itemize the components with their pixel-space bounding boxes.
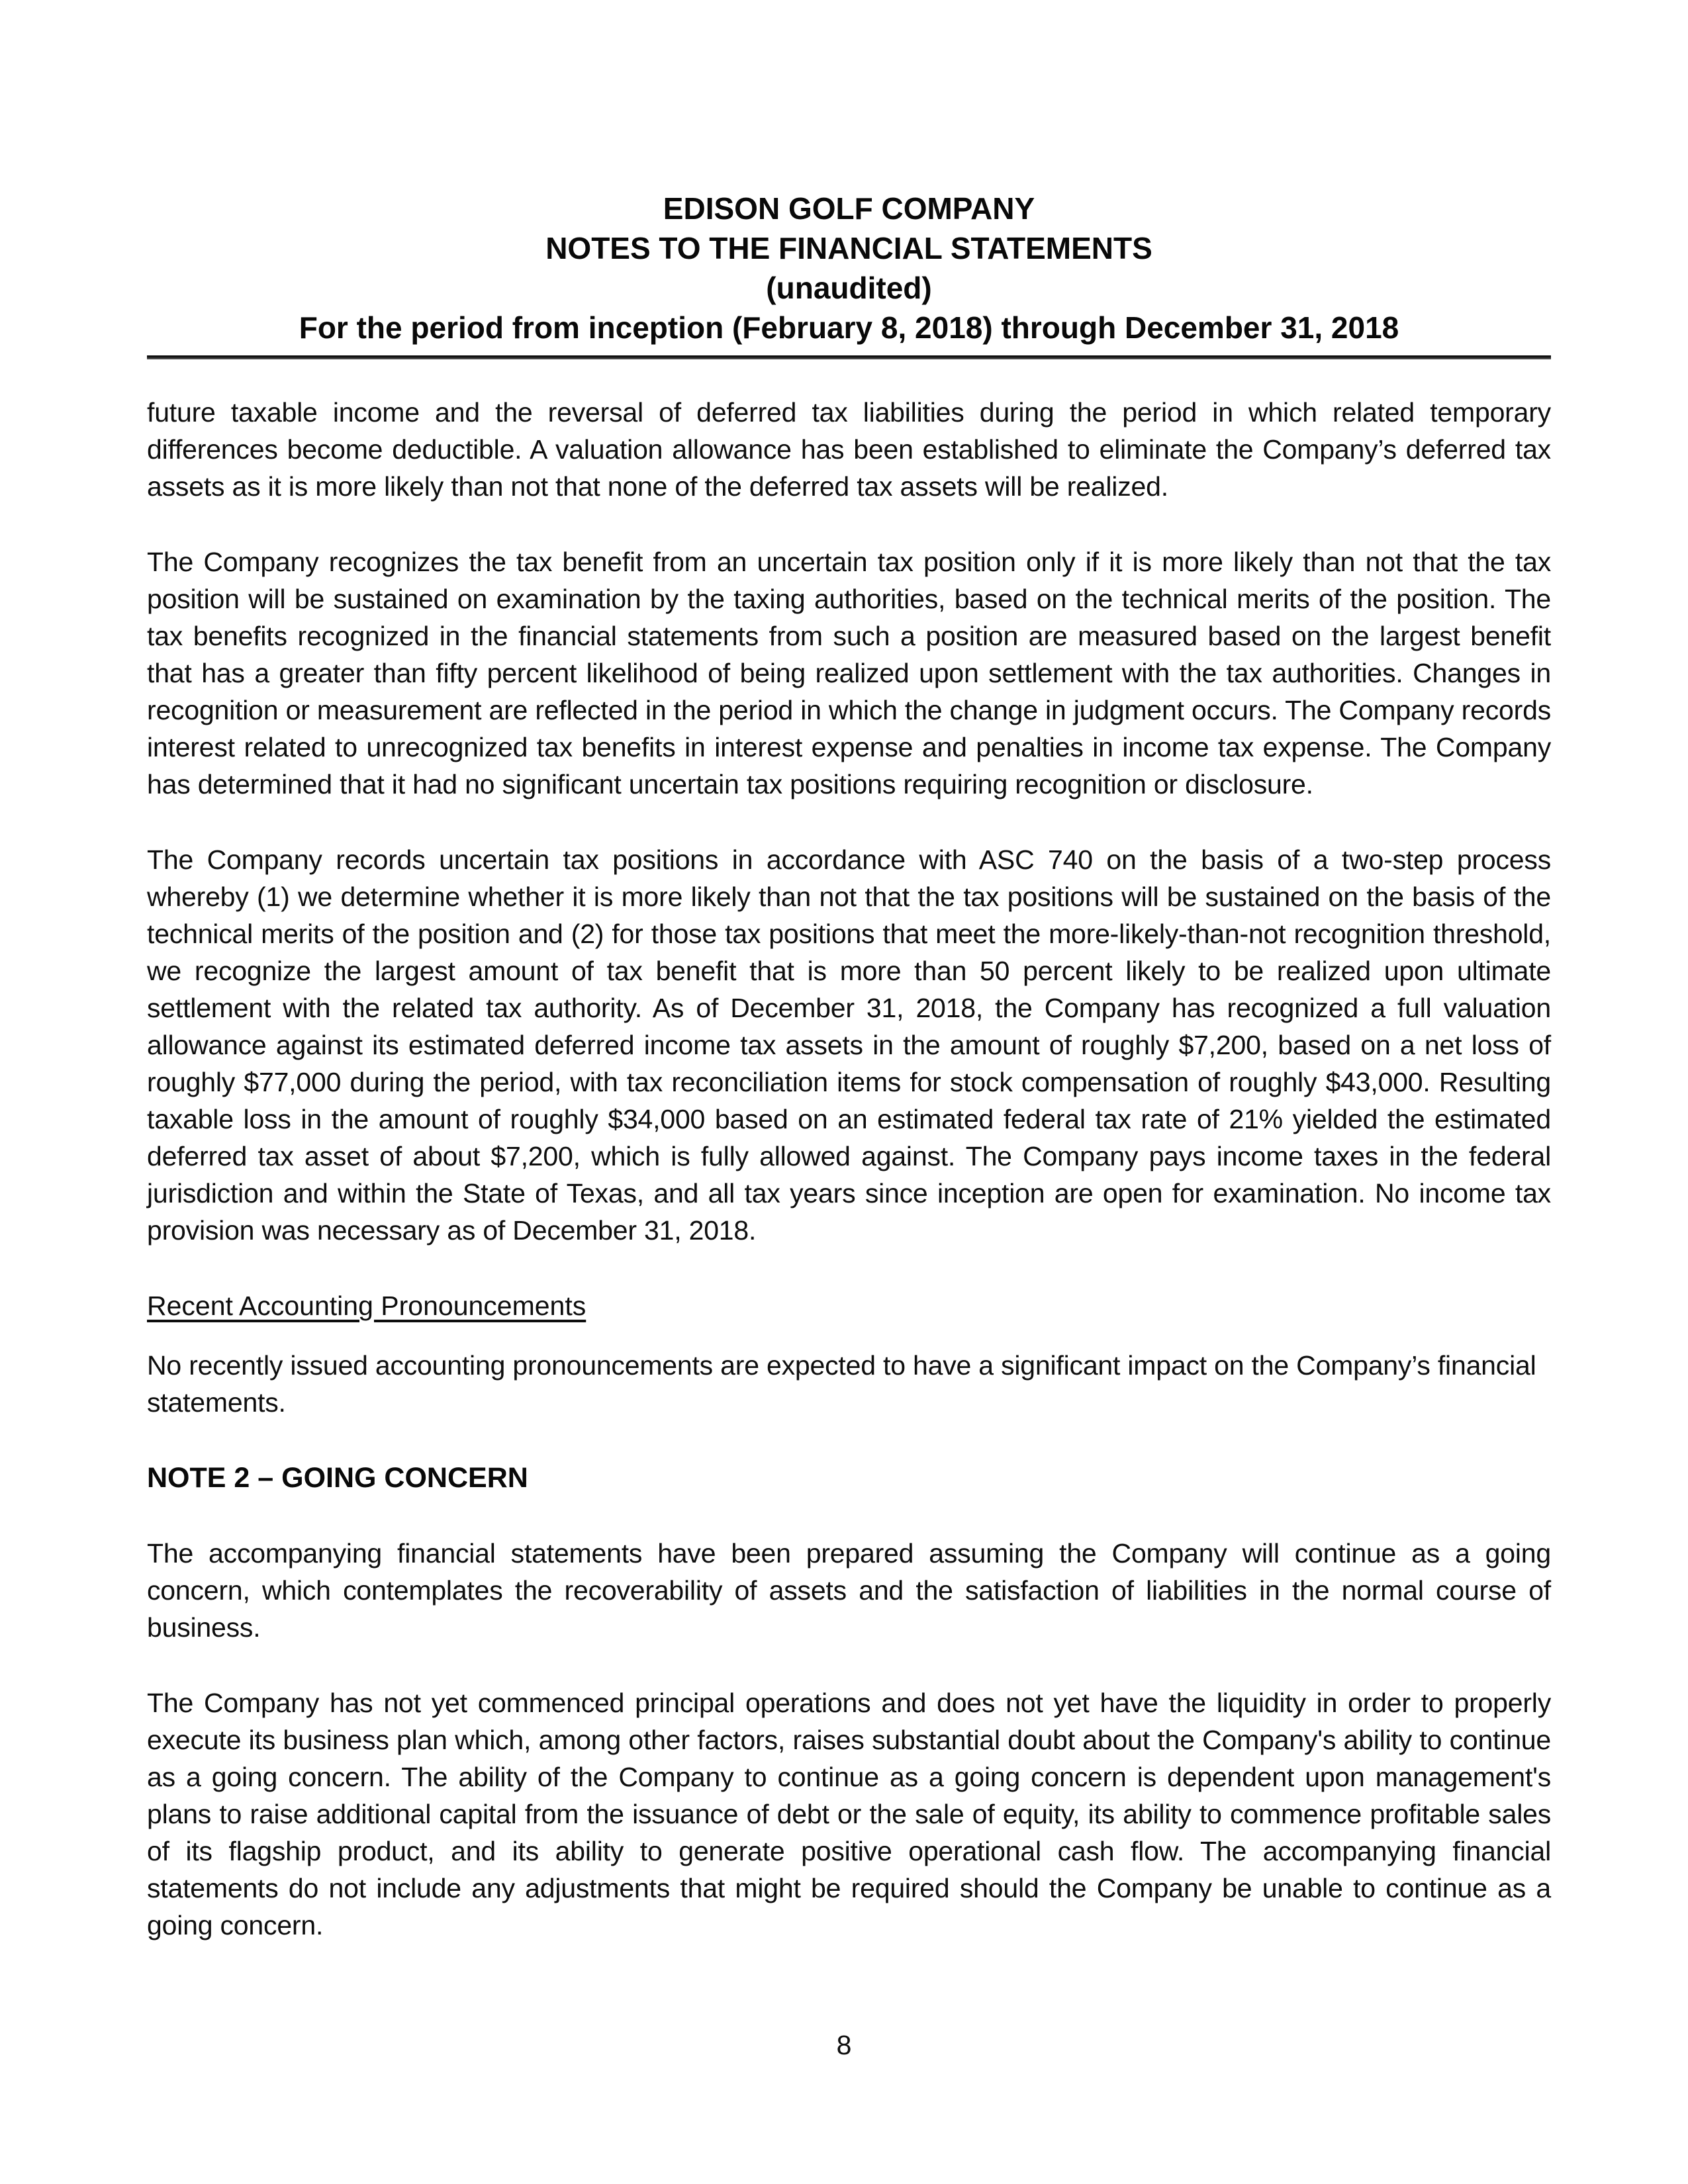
going-concern-paragraph-1: The accompanying financial statements have been prepared assuming the Company will continue as a going concern, which contemplates the recoverability of assets and the satisfaction of liabilities in the normal course of business.: [147, 1538, 1551, 1643]
recent-pronouncements-paragraph: No recently issued accounting pronouncements are expected to have a significant impact on the Company’s financial statements.: [147, 1350, 1536, 1418]
period-line: For the period from inception (February 8, 2018) through December 31, 2018: [299, 310, 1399, 345]
asc740-paragraph: The Company records uncertain tax positions in accordance with ASC 740 on the basis of a two-step process whereby (1) we determine whether it is more likely than not that the tax positions will be sustained on the basis of the technical merits of the position and (2) for those tax positions that meet the more-likely-than-not recognition threshold, we recognize the largest amount of tax benefit that is more than 50 percent likely to be realized upon ultimate settlement with the related tax authority. As of December 31, 2018, the Company has recognized a full valuation allowance against its estimated deferred income tax assets in the amount of roughly $7,200, based on a net loss of roughly $77,000 during the period, with tax reconciliation items for stock compensation of roughly $43,000. Resulting taxable loss in the amount of roughly $34,000 based on an estimated federal tax rate of 21% yielded the estimated deferred tax asset of about $7,200, which is fully allowed against. The Company pays income taxes in the federal jurisdiction and within the State of Texas, and all tax years since inception are open for examination. No income tax provision was necessary as of December 31, 2018.: [147, 844, 1551, 1246]
recent-pronouncements-heading: Recent Accounting Pronouncements: [147, 1291, 586, 1321]
going-concern-paragraph-2: The Company has not yet commenced principal operations and does not yet have the liquidity in order to properly execute its business plan which, among other factors, raises substantial doubt about the Company's ability to continue as a going concern. The ability of the Company to continue as a going concern is dependent upon management's plans to raise additional capital from the issuance of debt or the sale of equity, its ability to commence profitable sales of its flagship product, and its ability to generate positive operational cash flow. The accompanying financial statements do not include any adjustments that might be required should the Company be unable to continue as a going concern.: [147, 1688, 1551, 1940]
company-name: EDISON GOLF COMPANY: [663, 191, 1035, 226]
header-rule: [147, 355, 1551, 359]
page-number: 8: [836, 2030, 852, 2060]
uncertain-tax-position-paragraph: The Company recognizes the tax benefit from an uncertain tax position only if it is more likely than not that the tax position will be sustained on examination by the taxing authorities, based on the technical merits of the position. The tax benefits recognized in the financial statements from such a position are measured based on the largest benefit that has a greater than fifty percent likelihood of being realized upon settlement with the tax authorities. Changes in recognition or measurement are reflected in the period in which the change in judgment occurs. The Company records interest related to unrecognized tax benefits in interest expense and penalties in income tax expense. The Company has determined that it had no significant uncertain tax positions requiring recognition or disclosure.: [147, 547, 1551, 799]
document-title: NOTES TO THE FINANCIAL STATEMENTS: [545, 231, 1152, 265]
document-header: [147, 189, 1551, 347]
note2-heading: NOTE 2 – GOING CONCERN: [147, 1462, 528, 1494]
document-body: [147, 394, 1551, 1944]
deferred-tax-paragraph: future taxable income and the reversal of deferred tax liabilities during the period in which related temporary differences become deductible. A valuation allowance has been established to eliminate the Company’s deferred tax assets as it is more likely than not that none of the deferred tax assets will be realized.: [147, 397, 1551, 502]
audit-status: (unaudited): [766, 271, 932, 305]
